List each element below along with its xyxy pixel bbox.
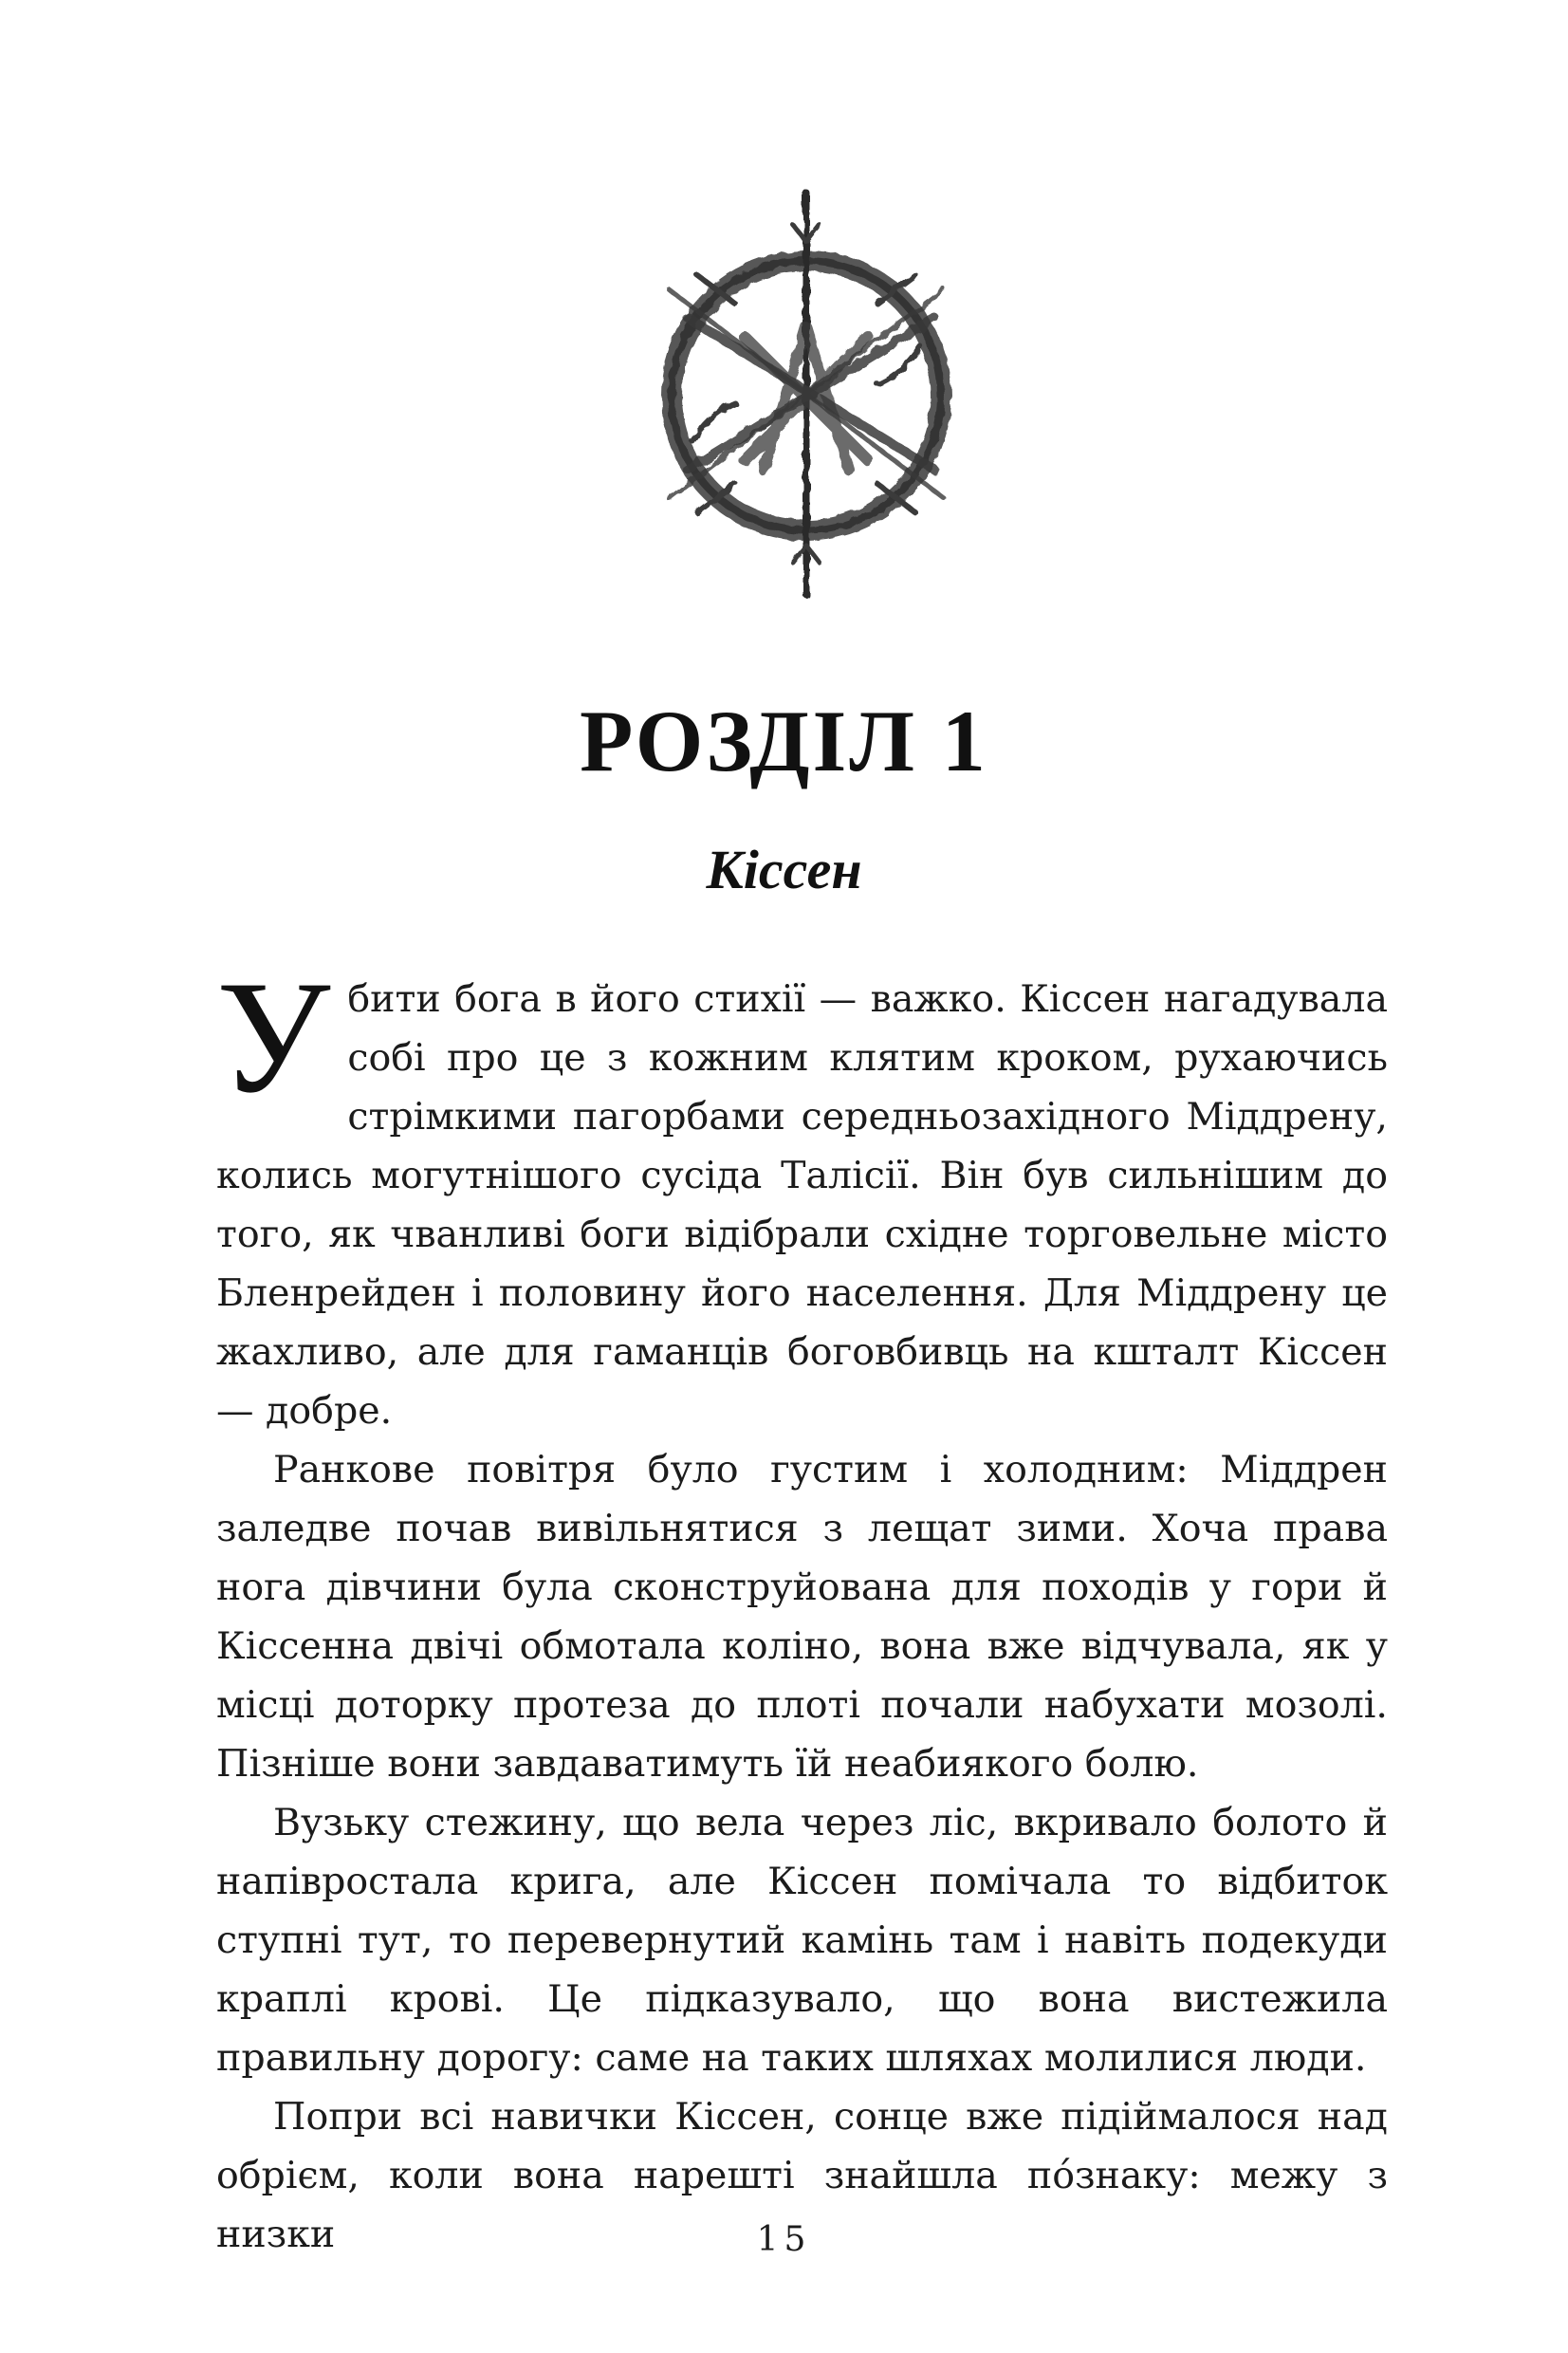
page-number: 15 [756,2220,812,2259]
chapter-title: РОЗДІЛ 1 [580,693,988,789]
paragraph-1 [216,948,1388,1440]
paragraph-4: Попри всі навички Кіссен, сонце вже підіймалося над обрієм, коли вона нарешті знайшла по́знаку: межу з низки [216,2095,1388,2256]
paragraph-2: Ранкове повітря було густим і холодним: Міддрен заледве почав вивільнятися з лещат зими. Хоча права нога дівчини була сконструйована для походів у гори й Кіссенна двічі обмотала коліно, вона вже відчувала, як у місці доторку протеза до плоті почали набухати мозолі. Пізніше вони завдаватимуть їй неабиякого болю. [216,1448,1388,1786]
chapter-subtitle: Кіссен [706,839,862,900]
chapter-body [216,948,1388,2264]
emblem-graphic [631,185,982,602]
dropcap-letter: У [216,948,331,1126]
paragraph-1-text: бити бога в його стихії — важко. Кіссен нагадувала собі про це з кожним клятим кроком, рухаючись стрімкими пагорбами середньозахідного Міддрену, колись могутнішого сусіда Талісії. Він був сильнішим до того, як чванливі боги відібрали східне торговельне місто Бленрейден і половину його населення. Для Міддрену це жахливо, але для гаманців боговбивць на кшталт Кіссен — добре. [216,977,1388,1433]
thorn-sun-emblem-icon [631,185,982,602]
paragraph-3: Вузьку стежину, що вела через ліс, вкривало болото й напівростала крига, але Кіссен помічала то відбиток ступні тут, то перевернутий камінь там і навіть подекуди краплі крові. Це підказувало, що вона вистежила правильну дорогу: саме на таких шляхах молилися люди. [216,1801,1388,2080]
